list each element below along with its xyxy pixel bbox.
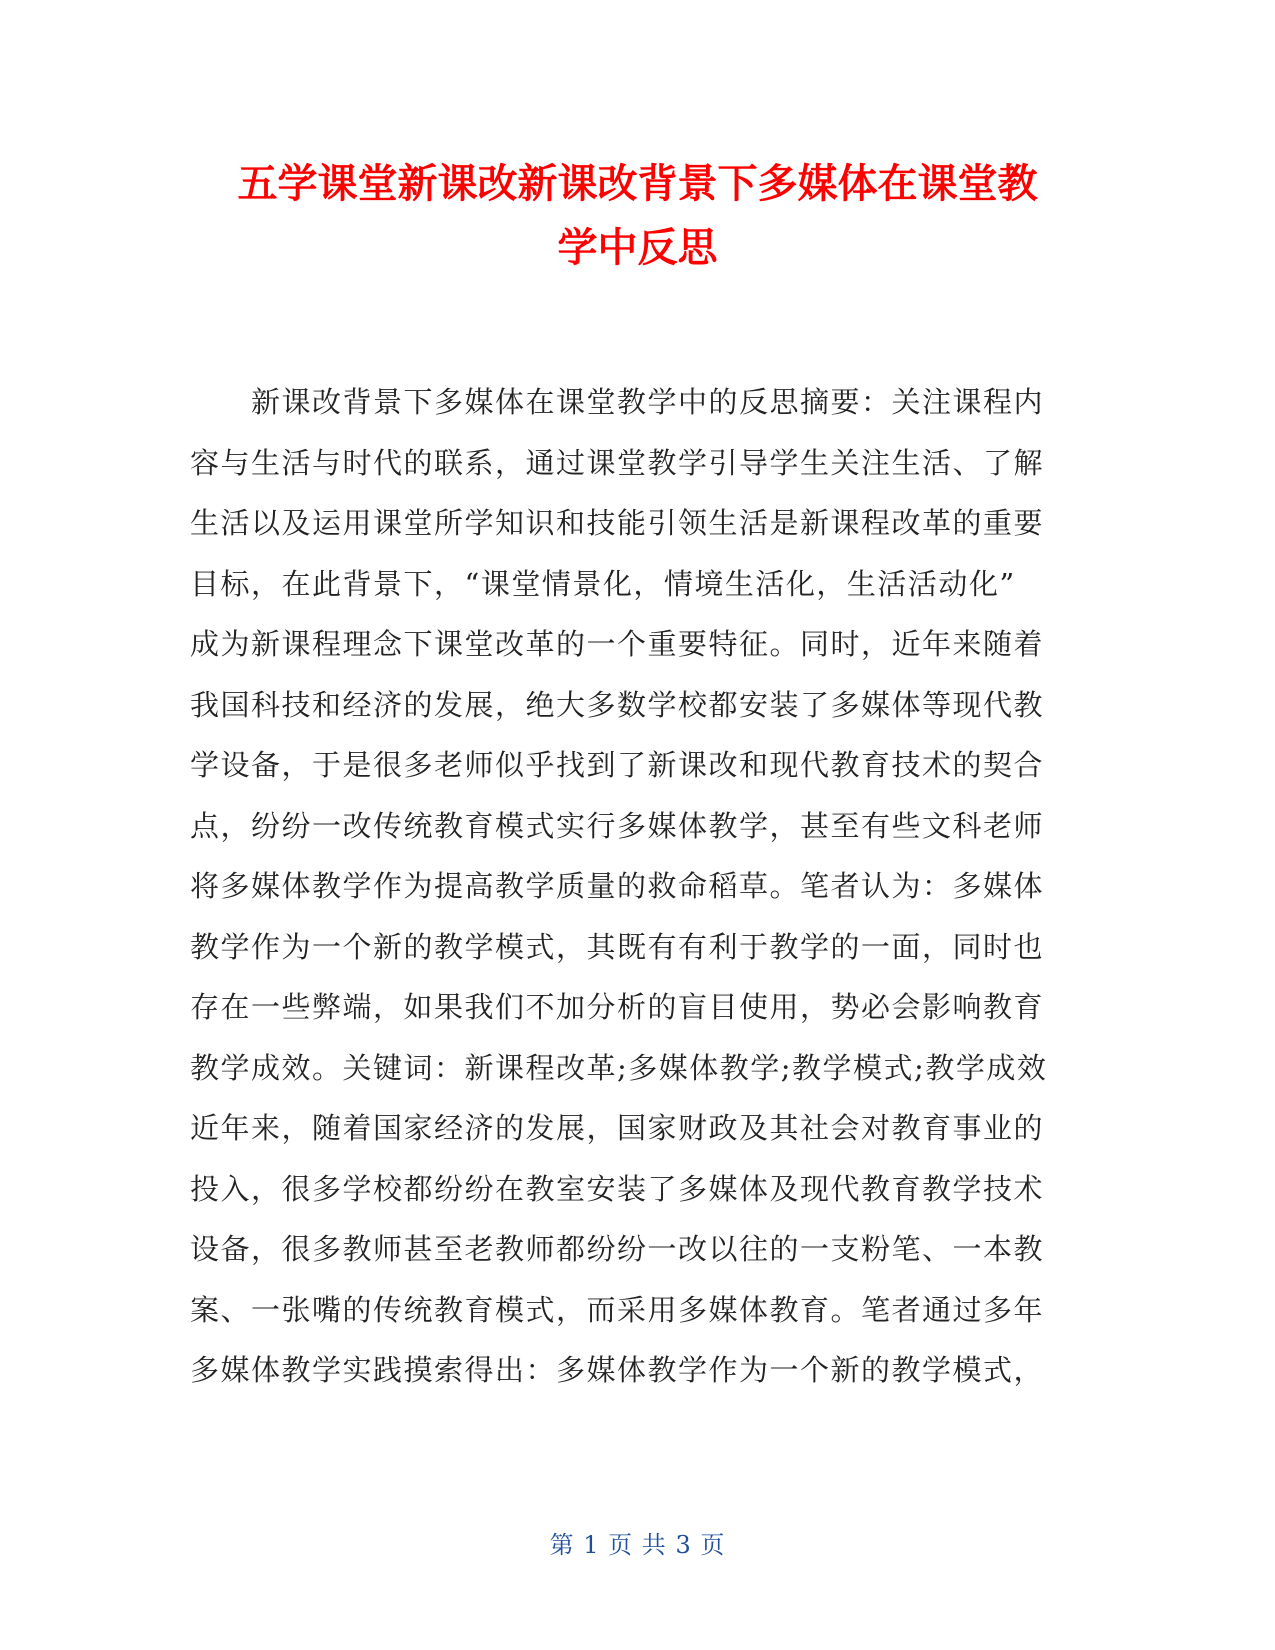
title-line-2: 学中反思 [557, 225, 718, 271]
body-line: 学设备，于是很多老师似乎找到了新课改和现代教育技术的契合 [190, 748, 1045, 782]
body-line: 教学作为一个新的教学模式，其既有有利于教学的一面，同时也 [190, 929, 1045, 964]
body-line: 近年来，随着国家经济的发展，国家财政及其社会对教育事业的 [190, 1111, 1045, 1145]
body-line: 生活以及运用课堂所学知识和技能引领生活是新课程改革的重要 [190, 506, 1045, 540]
body-line: 设备，很多教师甚至老教师都纷纷一改以往的一支粉笔、一本教 [190, 1232, 1045, 1266]
body-line: 容与生活与时代的联系，通过课堂教学引导学生关注生活、了解 [190, 445, 1045, 480]
body-line: 新课改背景下多媒体在课堂教学中的反思摘要：关注课程内 [190, 385, 1045, 419]
body-line: 点，纷纷一改传统教育模式实行多媒体教学，甚至有些文科老师 [190, 808, 1045, 843]
title-line-1: 五学课堂新课改新课改背景下多媒体在课堂教 [237, 161, 1038, 207]
document-title [150, 152, 1125, 280]
body-line: 投入，很多学校都纷纷在教室安装了多媒体及现代教育教学技术 [190, 1171, 1045, 1206]
page-number-footer: 第 1 页 共 3 页 [549, 1531, 726, 1559]
body-line: 我国科技和经济的发展，绝大多数学校都安装了多媒体等现代教 [190, 687, 1045, 722]
body-line: 目标，在此背景下，“课堂情景化，情境生活化，生活活动化” [190, 566, 1016, 601]
document-body [190, 372, 1090, 1401]
body-line: 成为新课程理念下课堂改革的一个重要特征。同时，近年来随着 [190, 627, 1045, 661]
body-line: 存在一些弊端，如果我们不加分析的盲目使用，势必会影响教育 [190, 990, 1045, 1024]
body-line: 多媒体教学实践摸索得出：多媒体教学作为一个新的教学模式， [190, 1353, 1045, 1387]
body-line: 教学成效。关键词：新课程改革;多媒体教学;教学模式;教学成效 [190, 1050, 1048, 1085]
body-line: 将多媒体教学作为提高教学质量的救命稻草。笔者认为：多媒体 [190, 869, 1045, 903]
body-line: 案、一张嘴的传统教育模式，而采用多媒体教育。笔者通过多年 [190, 1292, 1045, 1327]
